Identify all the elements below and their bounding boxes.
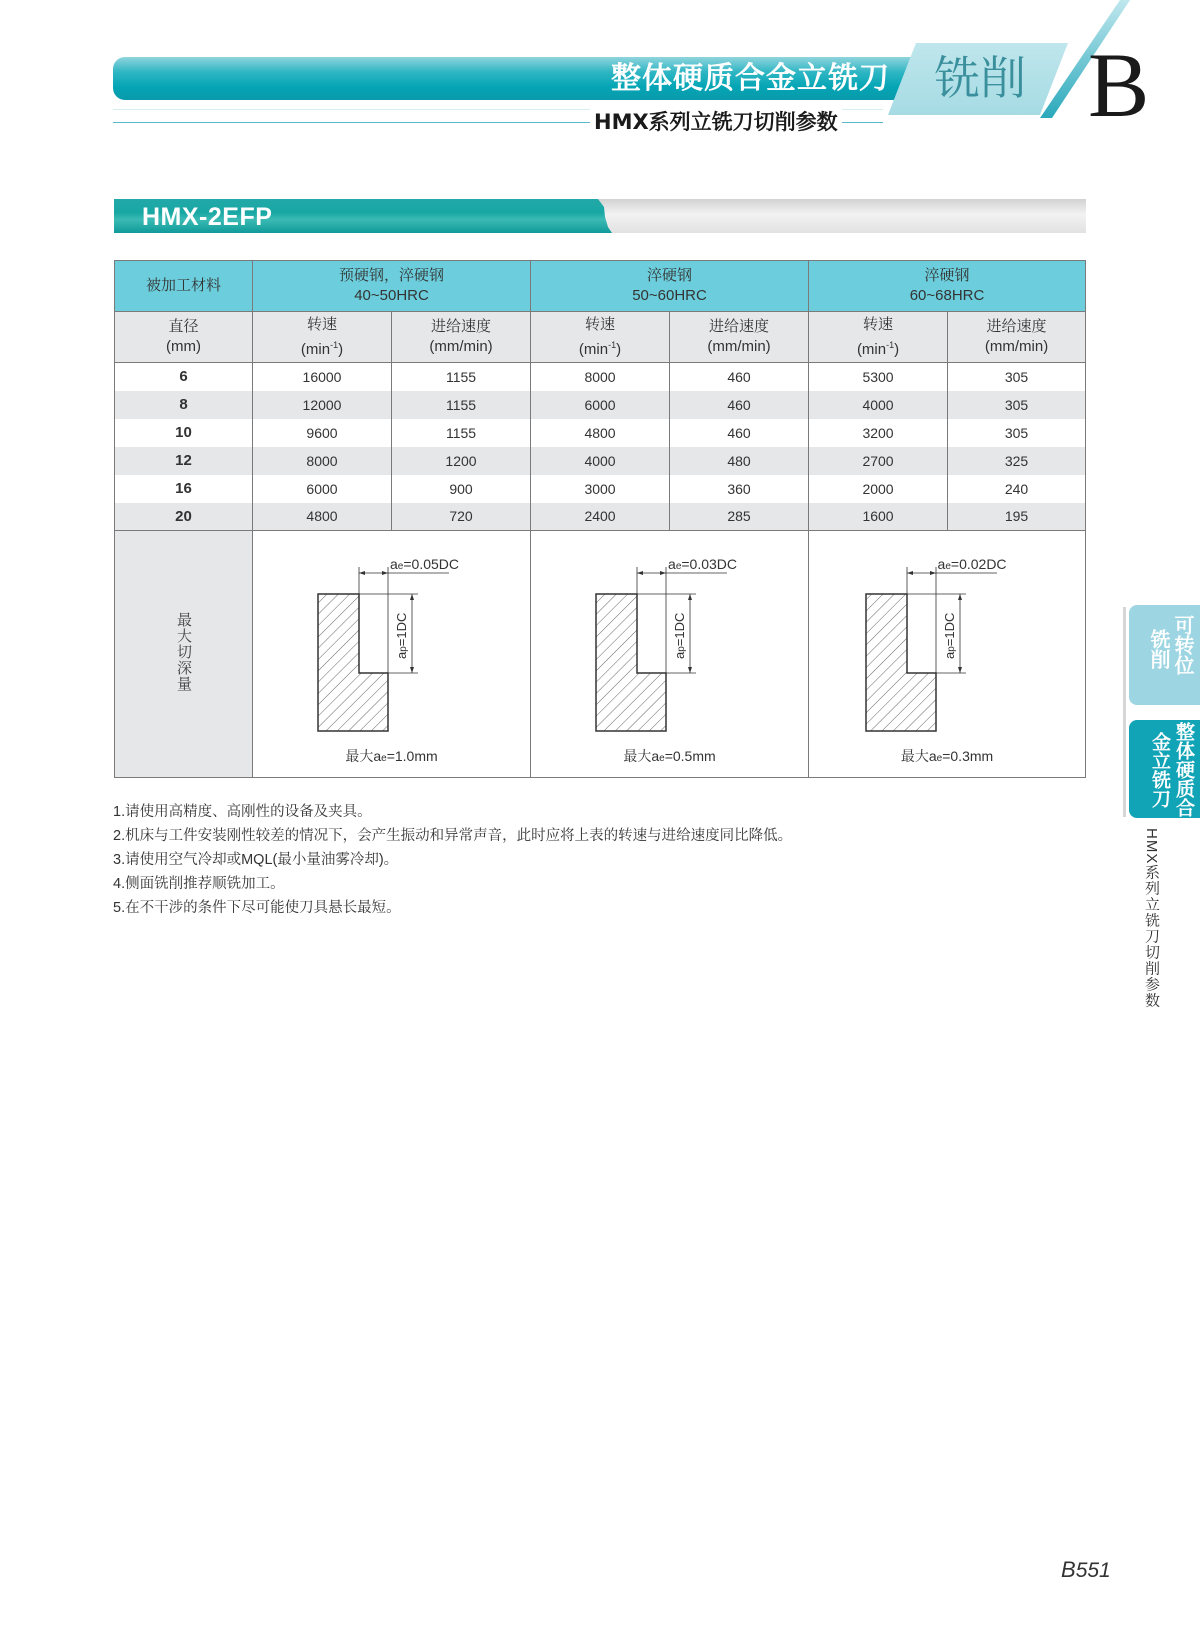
side-section-title: HMX系列立铣刀切削参数 xyxy=(1143,828,1160,1009)
feed-cell: 1155 xyxy=(392,391,531,419)
max-depth-label-cell xyxy=(115,531,253,778)
speed-cell: 3200 xyxy=(809,419,948,447)
page-digits: 551 xyxy=(1075,1559,1111,1582)
feed-header xyxy=(948,312,1086,363)
note-item: 2.机床与工件安装刚性较差的情况下，会产生振动和异常声音，此时应将上表的转速与进给速度同比降低。 xyxy=(113,828,793,844)
speed-cell: 2400 xyxy=(531,503,670,531)
speed-cell: 6000 xyxy=(253,475,392,503)
table-row xyxy=(115,447,1086,475)
chapter-letter: B xyxy=(1088,34,1150,136)
header-label: 进给速度 xyxy=(431,318,492,335)
material-name: 淬硬钢 xyxy=(924,267,970,284)
cut-depth-diagram xyxy=(254,531,529,777)
max-ae-label: 最大ae=0.5mm xyxy=(623,748,716,764)
side-tab-label: 可转位 xyxy=(1171,615,1195,675)
speed-header xyxy=(253,312,392,363)
material-group-3 xyxy=(809,261,1086,312)
header-unit: (mm) xyxy=(166,338,201,355)
table-row xyxy=(115,419,1086,447)
feed-cell: 1155 xyxy=(392,363,531,391)
speed-cell: 4000 xyxy=(531,447,670,475)
material-hardness: 40~50HRC xyxy=(354,287,429,304)
feed-cell: 720 xyxy=(392,503,531,531)
max-depth-row xyxy=(115,531,1086,778)
ae-label: ae=0.03DC xyxy=(668,556,738,572)
speed-header xyxy=(531,312,670,363)
speed-cell: 2700 xyxy=(809,447,948,475)
diameter-header xyxy=(115,312,253,363)
feed-cell: 900 xyxy=(392,475,531,503)
header-label: 转速 xyxy=(585,315,616,333)
column-header-row xyxy=(115,312,1086,363)
product-model: HMX-2EFP xyxy=(142,203,273,231)
header-label: 进给速度 xyxy=(709,318,770,335)
feed-cell: 195 xyxy=(948,503,1086,531)
header-unit: $(\min^{-1})$ xyxy=(300,339,344,358)
usage-notes xyxy=(113,800,913,920)
feed-cell: 460 xyxy=(670,391,809,419)
table-row xyxy=(115,363,1086,391)
page-subtitle: HMX系列立铣刀切削参数 xyxy=(590,108,842,136)
feed-header xyxy=(670,312,809,363)
header-label: 直径 xyxy=(168,318,199,335)
header-unit: (mm/min) xyxy=(707,338,771,355)
table-row xyxy=(115,475,1086,503)
material-group-1 xyxy=(253,261,531,312)
header-label: 转速 xyxy=(863,315,894,333)
section-tab-label: 铣削 xyxy=(934,51,1026,105)
depth-diagram-cell-1 xyxy=(253,531,531,778)
header-unit: (mm/min) xyxy=(984,338,1049,355)
feed-cell: 305 xyxy=(948,391,1086,419)
ap-label: ap=1DC xyxy=(394,612,409,659)
material-hardness: 60~68HRC xyxy=(909,287,985,304)
feed-cell: 460 xyxy=(670,419,809,447)
ap-label: ap=1DC xyxy=(672,612,688,659)
speed-cell: 2000 xyxy=(809,475,948,503)
speed-cell: 4800 xyxy=(253,503,392,531)
cutting-parameter-table xyxy=(114,260,1086,778)
max-depth-label: 最大切深量 xyxy=(175,612,192,692)
speed-cell: 9600 xyxy=(253,419,392,447)
speed-cell: 16000 xyxy=(253,363,392,391)
speed-cell: 4800 xyxy=(531,419,670,447)
page-letter: B xyxy=(1061,1557,1076,1582)
material-name: 预硬钢，淬硬钢 xyxy=(339,267,445,284)
note-item: 3.请使用空气冷却或MQL(最小量油雾冷却)。 xyxy=(113,852,399,868)
note-item: 4.侧面铣削推荐顺铣加工。 xyxy=(113,876,285,892)
speed-cell: 8000 xyxy=(531,363,670,391)
ae-label: ae=0.05DC xyxy=(390,556,460,572)
speed-cell: 6000 xyxy=(531,391,670,419)
speed-cell: 8000 xyxy=(253,447,392,475)
header-label: 进给速度 xyxy=(986,318,1047,335)
feed-cell: 305 xyxy=(948,363,1086,391)
material-group-2 xyxy=(531,261,809,312)
diameter-cell: 16 xyxy=(115,475,253,503)
speed-cell: 3000 xyxy=(531,475,670,503)
depth-diagram-cell-2 xyxy=(531,531,809,778)
speed-cell: 1600 xyxy=(809,503,948,531)
table-row xyxy=(115,503,1086,531)
feed-cell: 325 xyxy=(948,447,1086,475)
feed-cell: 1155 xyxy=(392,419,531,447)
material-label: 被加工材料 xyxy=(115,261,253,312)
side-tab-rail xyxy=(1123,607,1126,817)
table-row xyxy=(115,391,1086,419)
ae-label: ae=0.02DC xyxy=(937,556,1007,572)
material-hardness: 50~60HRC xyxy=(632,287,707,304)
speed-cell: 12000 xyxy=(253,391,392,419)
diameter-cell: 12 xyxy=(115,447,253,475)
diameter-cell: 6 xyxy=(115,363,253,391)
max-ae-label: 最大ae=0.3mm xyxy=(900,748,994,764)
feed-cell: 305 xyxy=(948,419,1086,447)
note-item: 5.在不干涉的条件下尽可能使刀具悬长最短。 xyxy=(113,900,401,916)
feed-cell: 285 xyxy=(670,503,809,531)
feed-cell: 240 xyxy=(948,475,1086,503)
feed-header xyxy=(392,312,531,363)
header-unit: (mm/min) xyxy=(429,338,493,355)
side-tab-indexable-milling[interactable] xyxy=(1129,605,1200,705)
feed-cell: 360 xyxy=(670,475,809,503)
cut-depth-diagram xyxy=(532,531,807,777)
speed-cell: 5300 xyxy=(809,363,948,391)
max-ae-label: 最大ae=1.0mm xyxy=(345,748,438,764)
diameter-cell: 20 xyxy=(115,503,253,531)
side-tab-solid-carbide-endmill[interactable] xyxy=(1129,720,1200,818)
side-tab-label: 金立铣刀 xyxy=(1149,732,1171,808)
material-header-row xyxy=(115,261,1086,312)
header-unit: $(\min^{-1})$ xyxy=(578,339,622,358)
side-tab-label: 铣削 xyxy=(1147,629,1171,669)
depth-diagram-cell-3 xyxy=(809,531,1086,778)
page-number xyxy=(1061,1557,1111,1583)
speed-header xyxy=(809,312,948,363)
note-item: 1.请使用高精度、高刚性的设备及夹具。 xyxy=(113,804,372,820)
feed-cell: 460 xyxy=(670,363,809,391)
ap-label: ap=1DC xyxy=(941,612,957,659)
speed-cell: 4000 xyxy=(809,391,948,419)
page-title: 整体硬质合金立铣刀 xyxy=(611,61,890,96)
cut-depth-diagram xyxy=(810,531,1085,777)
material-name: 淬硬钢 xyxy=(647,267,693,284)
feed-cell: 480 xyxy=(670,447,809,475)
diameter-cell: 10 xyxy=(115,419,253,447)
diameter-cell: 8 xyxy=(115,391,253,419)
header-unit: $(\min^{-1})$ xyxy=(856,339,900,358)
feed-cell: 1200 xyxy=(392,447,531,475)
side-tab-label: 整体硬质合 xyxy=(1173,722,1195,817)
header-label: 转速 xyxy=(306,315,337,333)
